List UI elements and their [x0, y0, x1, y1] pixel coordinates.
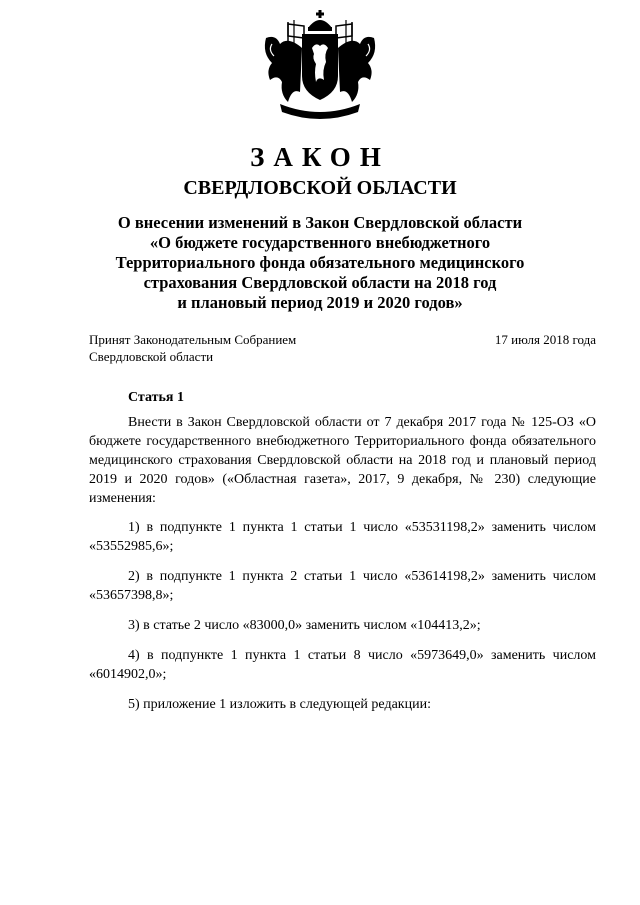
article-paragraph: 1) в подпункте 1 пункта 1 статьи 1 число «53531198,2» заменить числом «53552985,6»; — [89, 520, 596, 554]
adoption-note — [89, 331, 296, 365]
law-subject — [70, 213, 570, 313]
article-paragraph: 2) в подпункте 1 пункта 2 статьи 1 число «53614198,2» заменить числом «53657398,8»; — [89, 569, 596, 603]
adoption-line: Принят Законодательным Собранием — [89, 332, 297, 347]
article-body — [89, 413, 596, 725]
region-title: СВЕРДЛОВСКОЙ ОБЛАСТИ — [183, 177, 457, 199]
subject-line: Территориального фонда обязательного медицинского — [115, 253, 525, 272]
subject-line: О внесении изменений в Закон Свердловской области — [117, 213, 523, 232]
adoption-date: 17 июля 2018 года — [494, 332, 596, 347]
article-paragraph: 4) в подпункте 1 пункта 1 статьи 8 число «5973649,0» заменить числом «6014902,0»; — [89, 648, 596, 682]
adoption-line: Свердловской области — [89, 349, 214, 364]
article-paragraph: 5) приложение 1 изложить в следующей редакции: — [128, 697, 431, 712]
article-paragraph: Внести в Закон Свердловской области от 7 декабря 2017 года № 125-ОЗ «О бюджете государственного внебюджетного Территориального фонда обязательного медицинского страхования Свердловской области на 2018 год и плановый период 2019 и 2020 годов» («Областная газета», 2017, 9 декабря, № 230) следующие изменения: — [89, 415, 596, 506]
subject-line: страхования Свердловской области на 2018 год — [143, 273, 497, 292]
subject-line: и плановый период 2019 и 2020 годов» — [177, 293, 463, 312]
article-paragraph: 3) в статье 2 число «83000,0» заменить числом «104413,2»; — [128, 618, 481, 633]
sverdlovsk-coat-of-arms-icon — [258, 8, 382, 126]
subject-line: «О бюджете государственного внебюджетного — [149, 233, 491, 252]
article-heading: Статья 1 — [128, 390, 184, 405]
law-title: ЗАКОН — [250, 142, 390, 172]
